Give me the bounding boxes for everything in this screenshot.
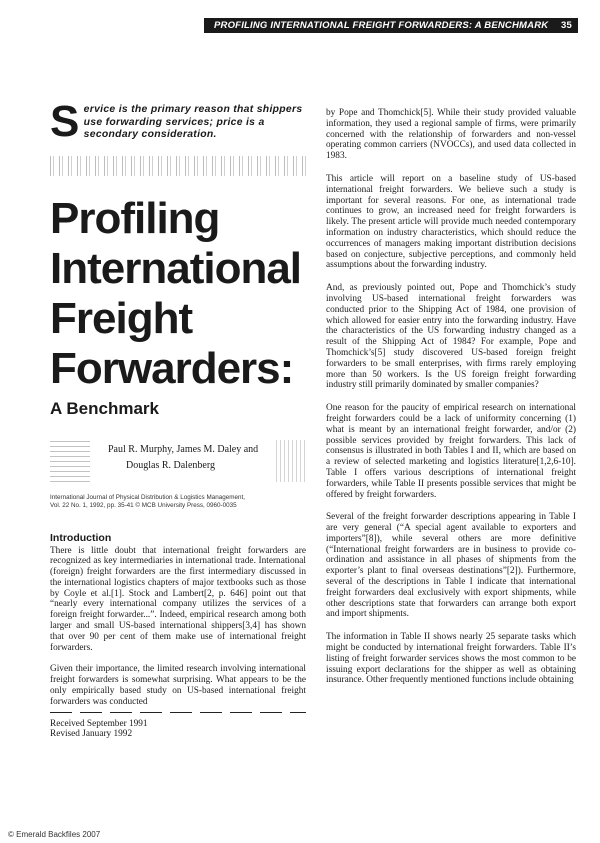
running-head-title: PROFILING INTERNATIONAL FREIGHT FORWARDERS: A BENCHMARK [214,20,549,31]
body-paragraph: Several of the freight forwarder descriptions appearing in Table I are very general (“A special agent available to exporters and importers”[8]), while several others are more definitive (“International freight forwarders are in business to provide co-ordination and assistance in all phases of shipments from the exporter’s plant to final overseas destinations”[2]). Furthermore, several of the descriptions in Table I indicate that international freight forwarders deal exclusively with export shipments, while other descriptions state that forwarders can arrange both export and import shipments. [326,512,576,620]
decorative-pattern [50,440,90,482]
title-line: Forwarders: [50,343,294,393]
received-date: Received September 1991 [50,718,148,729]
authors-line: Douglas R. Dalenberg [126,459,215,471]
decorative-pattern [50,156,306,176]
article-subtitle: A Benchmark [50,398,159,418]
right-column [326,108,576,686]
title-line: International [50,243,302,293]
body-paragraph: There is little doubt that international freight forwarders are recognized as key intermediaries in international trade. International (foreign) freight forwarders are the first intermediary discussed in the international logistics chapters of major textbooks such as those by Coyle et al.[1]. Stock and Lambert[2, p. 646] point out that “nearly every international company utilizes the services of a foreign freight forwarder...”. Indeed, empirical research among both larger and small US-based international shippers[3,4] has shown that over 90 per cent of them make use of international freight forwarders. [50,545,306,653]
section-heading: Introduction [50,531,112,544]
left-column [50,97,306,740]
title-line: Profiling [50,193,220,243]
body-paragraph: The information in Table II shows nearly 25 separate tasks which might be conducted by international freight forwarders. Table II’s listing of freight forwarder services shows the most common to be issuing export declarations for the shipper as well as obtaining insurance. Other frequently mentioned functions include obtaining [326,632,576,686]
body-paragraph: by Pope and Thomchick[5]. While their study provided valuable information, they used a regional sample of firms, were primarily concerned with the relationship of forwarders and non-vessel operating common carriers (NVOCCs), and used data collected in 1983. [326,108,576,162]
pull-quote [50,97,306,146]
title-line: Freight [50,293,193,343]
revised-date: Revised January 1992 [50,729,133,740]
journal-citation [50,494,300,510]
article-title [50,194,306,394]
journal-citation-line: Vol. 22 No. 1, 1992, pp. 35-41 © MCB University Press, 0960-0035 [50,501,237,509]
drop-cap: S [50,97,80,146]
authors-block [50,438,306,484]
body-paragraph: One reason for the paucity of empirical research on international freight forwarders could be a lack of uniformity concerning (1) what is meant by an international freight forwarder, and/or (2) possible services provided by freight forwarders. This lack of consensus is illustrated in both Tables I and II, which are based on a review of selected marketing and logistics literature[1,2,6-10]. Table I offers various descriptions of international freight forwarders, while Table II presents possible services that might be offered by freight forwarders. [326,403,576,500]
authors-line: Paul R. Murphy, James M. Daley and [108,443,259,455]
running-head [204,18,578,33]
page-number: 35 [561,20,572,31]
body-paragraph: This article will report on a baseline study of US-based international freight forwarders. We believe such a study is important for several reasons. For one, as international trade continues to grow, an increased need for freight forwarders is likely. The present article will provide much needed contemporary information on industry characteristics, which should reduce the occurrences of managers making important distribution decisions based on conjecture, subjective perceptions, and commonly held assumptions about the forwarding industry. [326,173,576,271]
body-paragraph: And, as previously pointed out, Pope and Thomchick’s study involving US-based international freight forwarders was conducted prior to the Shipping Act of 1984, one provision of which allowed for easier entry into the forwarding industry. Have the characteristics of the US forwarding industry changed as a result of the Shipping Act of 1984? For example, Pope and Thomchick’s[5] study discovered US-based foreign freight forwarders to be small enterprises, with firms rarely employing more than 50 workers. Is the US foreign freight forwarding industry still primarily dominated by smaller companies? [326,283,576,391]
journal-citation-line: International Journal of Physical Distribution & Logistics Management, [50,493,245,501]
copyright-footer: © Emerald Backfiles 2007 [8,830,101,839]
divider [50,712,306,713]
decorative-pattern [276,440,306,482]
body-paragraph: Given their importance, the limited research involving international freight forwarders is somewhat surprising. What appears to be the only empirically based study on US-based international freight forwarders was conducted [50,664,306,707]
pull-quote-text: ervice is the primary reason that shippers use forwarding services; price is a secondary consideration. [83,104,303,140]
received-dates [50,719,306,741]
